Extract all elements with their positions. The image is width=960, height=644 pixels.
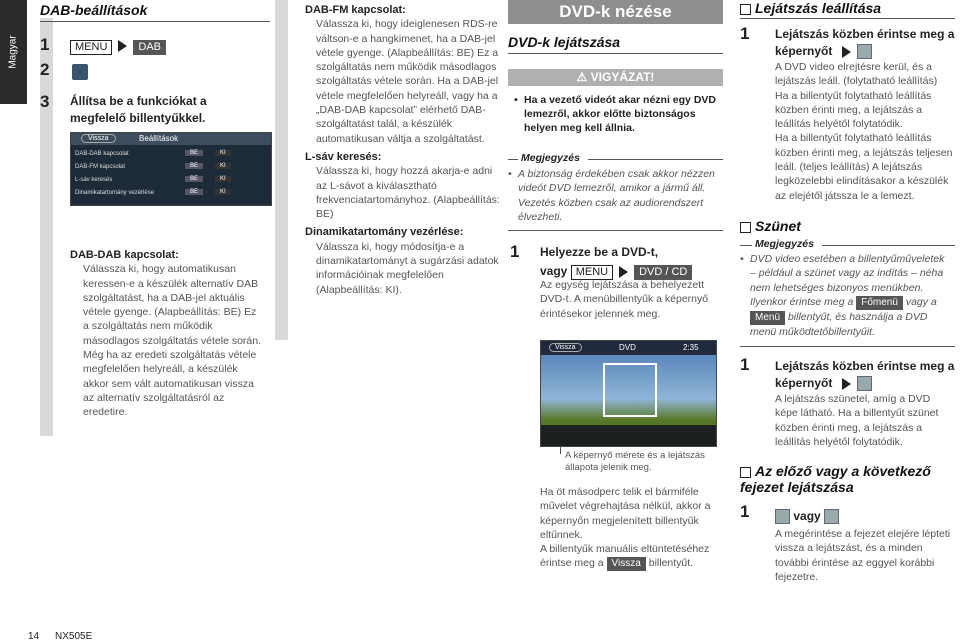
step-number: 1 xyxy=(740,24,750,43)
note-heading: Megjegyzés xyxy=(755,238,814,250)
dabfm-text: Válassza ki, hogy ideiglenesen RDS-re váltson-e a hangkimenet, ha a DAB-jel vétele gyenge. (Alapbeállítás: BE) Ez a szolgáltatás nem működik másodlagos szolgáltatás vétele során. Ha a DAB-jel vétele megfelelően helyreáll, vagy ha a „DAB-DAB kapcsolat” elérhető DAB-szolgáltatást talál, a készülék automatikusan váltja a szolgáltatást. xyxy=(316,18,499,145)
warning-icon: ⚠ xyxy=(576,70,588,84)
column-bar xyxy=(40,18,53,436)
settings-row: DAB-DAB kapcsolat BE KI xyxy=(75,149,267,162)
pause-note-text: • DVD video esetében a billentyűműveletek – például a szünet vagy az indítás – néha nem lehetséges bizonyos menükben. Ilyenkor érintse meg a Főmenü vagy a Menü billentyűt, és használja a DVD menü működtetőbillentyűit. xyxy=(740,253,945,338)
step1-instruction: Helyezze be a DVD-t, vagy MENU DVD / CD xyxy=(540,244,725,280)
pause-step: Lejátszás közben érintse meg a képernyőt xyxy=(775,359,955,390)
back-button: Vissza xyxy=(549,343,582,352)
pause-heading: Szünet xyxy=(740,218,801,234)
step-number: 2 xyxy=(40,60,50,79)
menu-key: Menü xyxy=(750,311,785,325)
caption-leader xyxy=(560,446,562,454)
checkbox-icon xyxy=(740,467,751,478)
screenshot-caption: A képernyő mérete és a lejátszás állapota jelenik meg. xyxy=(565,450,705,473)
playback-controls xyxy=(541,425,716,446)
settings-row: DAB-FM kapcsolat BE KI xyxy=(75,162,267,175)
dab-key: DAB xyxy=(133,40,166,55)
chapter-banner: DVD-k nézése xyxy=(508,0,723,24)
dabdab-text: Válassza ki, hogy automatikusan keressen-e a készülék alternatív DAB szolgáltatást, ha a DAB-jel aktuális vétele gyenge. (Alapbeállítás: BE) Ez a szolgáltatás nem működik másodlagos szolgáltatás vétele során. Még ha az eredeti szolgáltatás vétele megfelelően helyreáll, a készülék akkor sem vált automatikusan vissza az alternatív szolgáltatásról az eredetire. xyxy=(83,263,262,419)
note-heading: Megjegyzés xyxy=(521,152,580,164)
stop-icon xyxy=(857,44,872,59)
note-rule xyxy=(740,346,955,347)
column-bar xyxy=(275,0,288,340)
stop-text: A DVD video elrejtésre kerül, és a lejátszás leáll. (folytatható leállítás) Ha a billentyűt folytatható leállítás közben érinti meg, a lejátszás a leállítás helyétől folytatódik. Ha a billentyűt folytatható leállítás közben érinti meg, a lejátszás teljesen leáll. (teljes leállítás) A lejátszás legközelebbi elindításakor a készülék az elejétől játssza le a lemezt. xyxy=(775,61,953,202)
arrow-icon xyxy=(118,40,127,52)
after-text: Ha öt másodperc telik el bármiféle művelet végrehajtása nélkül, akkor a képernyőn megjelenített billentyűk eltűnnek. A billentyűk manuális eltüntetéséhez érintse meg a Vissza billentyűt. xyxy=(540,486,711,570)
video-frame-icon xyxy=(603,363,657,417)
settings-row: Dinamikatartomány vezérlése BE KI xyxy=(75,188,267,201)
title-rule xyxy=(740,18,955,19)
menu-key: MENU xyxy=(70,40,112,55)
drc-text: Válassza ki, hogy módosítja-e a dinamikatartományt a sugárzási adatok információinak megfelelően (Alapbeállítás: KI). xyxy=(316,240,499,296)
note-rule xyxy=(508,230,723,231)
drc-heading: Dinamikatartomány vezérlése: xyxy=(305,226,464,239)
checkbox-icon xyxy=(740,222,751,233)
next-icon xyxy=(824,509,839,524)
skip-step: vagy xyxy=(775,508,839,525)
settings-row: L-sáv keresés BE KI xyxy=(75,175,267,188)
dab-settings-screenshot xyxy=(70,132,272,206)
clock: 2:35 xyxy=(683,343,699,352)
step-number: 1 xyxy=(740,355,750,374)
checkbox-icon xyxy=(740,4,751,15)
dabdab-heading: DAB-DAB kapcsolat: xyxy=(70,249,179,261)
stop-step: Lejátszás közben érintse meg a képernyőt xyxy=(775,27,955,58)
dabdab-description xyxy=(70,248,265,420)
step1-text: Az egység lejátszása a behelyezett DVD-t. A menübillentyűk a képernyő érintésekor jelennek meg. xyxy=(540,279,709,320)
lband-heading: L-sáv keresés: xyxy=(305,150,382,163)
section-title: DAB-beállítások xyxy=(40,2,148,18)
note-text: • A biztonság érdekében csak akkor nézzen videót DVD lemezről, amikor a jármű áll. Vezetés közben csak az audiorendszert élvezheti. xyxy=(508,168,715,223)
settings-gear-icon xyxy=(72,64,88,80)
back-key: Vissza xyxy=(607,557,646,571)
warning-banner: ⚠ VIGYÁZAT! xyxy=(508,69,723,86)
dabfm-heading: DAB-FM kapcsolat: xyxy=(305,4,406,16)
screen-title: Beállítások xyxy=(139,134,179,143)
lband-text: Válassza ki, hogy hozzá akarja-e adni az L-sávot a kiválasztható frekvenciatartományhoz. (Alapbeállítás: BE) xyxy=(316,165,500,221)
previous-icon xyxy=(775,509,790,524)
arrow-icon xyxy=(619,266,628,278)
step3-instruction: Állítsa be a funkciókat a megfelelő billentyűkkel. xyxy=(70,94,207,125)
step-number: 3 xyxy=(40,92,50,111)
warning-text: • Ha a vezető videót akar nézni egy DVD lemezről, akkor előtte biztonságos helyen meg kell állnia. xyxy=(514,94,716,134)
dab-settings-descriptions xyxy=(305,3,500,297)
main-menu-key: Főmenü xyxy=(856,296,903,310)
title-rule xyxy=(40,21,270,22)
step-number: 1 xyxy=(40,35,50,54)
menu-key: MENU xyxy=(571,265,613,280)
page-number: 14 xyxy=(28,631,40,642)
dvd-playback-screenshot xyxy=(540,340,717,447)
stop-heading: Lejátszás leállítása xyxy=(740,0,881,16)
pause-text: A lejátszás szünetel, amíg a DVD képe látható. Ha a billentyűt szünet közben érinti meg, a lejátszás a leállítás helyétől folytatódik. xyxy=(775,393,939,448)
title-rule xyxy=(508,53,723,54)
back-button: Vissza xyxy=(81,134,116,143)
arrow-icon xyxy=(842,378,851,390)
step-number: 1 xyxy=(510,242,520,261)
settings-list xyxy=(75,149,267,201)
language-tab: Magyar xyxy=(0,0,27,104)
step-number: 1 xyxy=(740,502,750,521)
screen-title: DVD xyxy=(619,343,636,352)
skip-heading: Az előző vagy a következő fejezet lejátszása xyxy=(740,463,931,495)
arrow-icon xyxy=(842,46,851,58)
skip-text: A megérintése a fejezet elejére lépteti vissza a lejátszást, és a minden további érintése az eggyel korábbi fejezetre. xyxy=(775,528,951,583)
model-name: NX505E xyxy=(55,631,93,642)
pause-icon xyxy=(857,376,872,391)
dvd-cd-key: DVD / CD xyxy=(634,265,692,280)
step1-instruction xyxy=(70,37,166,55)
section-title: DVD-k lejátszása xyxy=(508,34,621,50)
